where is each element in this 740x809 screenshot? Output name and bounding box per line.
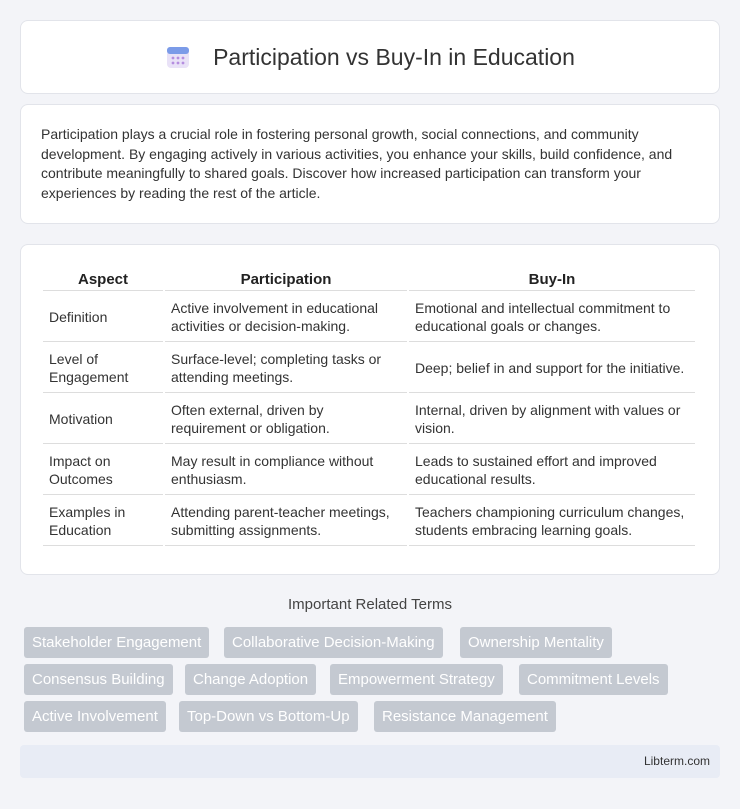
tag-ownership-mentality[interactable]: Ownership Mentality: [460, 627, 612, 658]
table-cell: May result in compliance without enthusiasm.: [165, 446, 407, 495]
tag-top-down-vs-bottom-up[interactable]: Top-Down vs Bottom-Up: [179, 701, 358, 732]
table-cell: Deep; belief in and support for the initiative.: [409, 344, 695, 393]
comparison-table: [41, 265, 697, 548]
column-header: Aspect: [43, 267, 163, 291]
comparison-card: [20, 244, 720, 575]
table-cell: Surface-level; completing tasks or attending meetings.: [165, 344, 407, 393]
tag-empowerment-strategy[interactable]: Empowerment Strategy: [330, 664, 503, 695]
tag-active-involvement[interactable]: Active Involvement: [24, 701, 166, 732]
table-cell: Attending parent-teacher meetings, submitting assignments.: [165, 497, 407, 546]
calendar-icon: [165, 44, 191, 70]
table-row: [43, 446, 695, 495]
table-cell: Definition: [43, 293, 163, 342]
table-cell: Active involvement in educational activities or decision-making.: [165, 293, 407, 342]
table-row: [43, 395, 695, 444]
intro-card: [20, 104, 720, 224]
table-cell: Level of Engagement: [43, 344, 163, 393]
table-cell: Often external, driven by requirement or obligation.: [165, 395, 407, 444]
table-row: [43, 497, 695, 546]
tag-commitment-levels[interactable]: Commitment Levels: [519, 664, 668, 695]
table-row: [43, 344, 695, 393]
table-cell: Teachers championing curriculum changes, students embracing learning goals.: [409, 497, 695, 546]
intro-text: Participation plays a crucial role in fostering personal growth, social connections, and community development. By engaging actively in various activities, you enhance your skills, build confidence, and contribute meaningfully to shared goals. Discover how increased participation can transform your experiences by reading the rest of the article.: [41, 126, 673, 201]
footer: [20, 745, 720, 778]
tag-consensus-building[interactable]: Consensus Building: [24, 664, 173, 695]
page-title: Participation vs Buy-In in Education: [213, 43, 575, 70]
table-cell: Motivation: [43, 395, 163, 444]
footer-link[interactable]: Libterm.com: [643, 754, 710, 768]
title-card: [20, 20, 720, 94]
tag-stakeholder-engagement[interactable]: Stakeholder Engagement: [24, 627, 209, 658]
table-cell: Internal, driven by alignment with values or vision.: [409, 395, 695, 444]
table-cell: Examples in Education: [43, 497, 163, 546]
tag-collaborative-decision[interactable]: Collaborative Decision-Making: [224, 627, 443, 658]
tag-change-adoption[interactable]: Change Adoption: [185, 664, 316, 695]
column-header: Buy-In: [409, 267, 695, 291]
table-cell: Leads to sustained effort and improved educational results.: [409, 446, 695, 495]
table-cell: Impact on Outcomes: [43, 446, 163, 495]
table-row: [43, 293, 695, 342]
related-terms-title: Important Related Terms: [288, 596, 452, 613]
column-header: Participation: [165, 267, 407, 291]
tag-resistance-management[interactable]: Resistance Management: [374, 701, 556, 732]
table-header-row: [43, 267, 695, 291]
table-cell: Emotional and intellectual commitment to educational goals or changes.: [409, 293, 695, 342]
